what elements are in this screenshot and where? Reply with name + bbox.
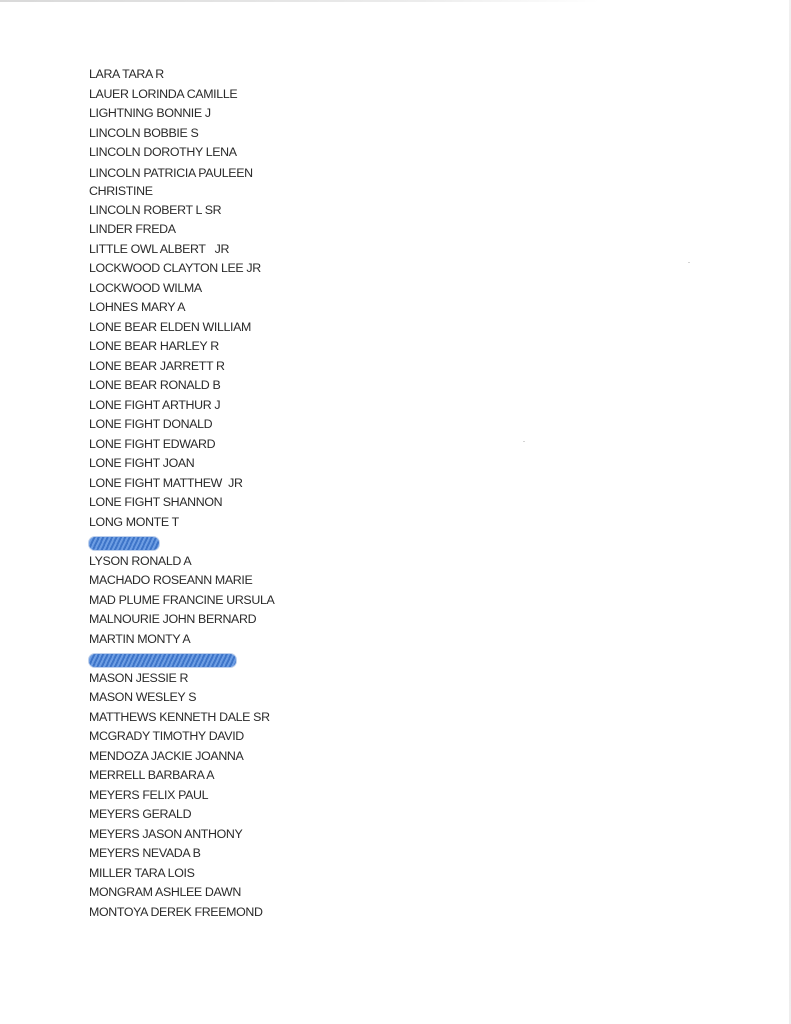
- name-list: [89, 65, 274, 922]
- name-entry: LYSON RONALD A: [89, 553, 192, 568]
- name-entry: MATTHEWS KENNETH DALE SR: [89, 709, 270, 724]
- name-entry: LAUER LORINDA CAMILLE: [89, 86, 238, 101]
- name-entry: MILLER TARA LOIS: [89, 865, 195, 880]
- name-entry: LINCOLN BOBBIE S: [89, 125, 199, 140]
- name-entry: MASON JESSIE R: [89, 670, 189, 685]
- name-entry: LOHNES MARY A: [89, 300, 186, 314]
- name-entry: LARA TARA R: [89, 67, 164, 81]
- name-entry: MALNOURIE JOHN BERNARD: [89, 612, 257, 626]
- name-entry: LONG MONTE T: [89, 514, 179, 529]
- name-entry: LINCOLN DOROTHY LENA: [89, 145, 237, 159]
- name-entry: LONE BEAR HARLEY R: [89, 339, 219, 353]
- redaction-scribble: [89, 654, 236, 667]
- redacted-entry: [89, 532, 274, 552]
- name-entry: MEYERS JASON ANTHONY: [89, 826, 243, 841]
- redacted-entry: [89, 649, 274, 669]
- name-entry: LONE FIGHT SHANNON: [89, 495, 223, 509]
- name-entry: LIGHTNING BONNIE J: [89, 106, 211, 120]
- name-entry: MEYERS GERALD: [89, 807, 192, 821]
- name-entry: MONTOYA DEREK FREEMOND: [89, 904, 263, 919]
- name-entry: LOCKWOOD CLAYTON LEE JR: [89, 261, 261, 275]
- name-entry: LONE BEAR ELDEN WILLIAM: [89, 319, 252, 334]
- name-entry: MENDOZA JACKIE JOANNA: [89, 748, 244, 763]
- name-entry: MONGRAM ASHLEE DAWN: [89, 885, 241, 899]
- name-entry: LINCOLN PATRICIA PAULEEN CHRISTINE: [89, 165, 253, 198]
- name-entry: LITTLE OWL ALBERT JR: [89, 241, 230, 256]
- scan-speck: [688, 262, 690, 263]
- name-entry: MEYERS FELIX PAUL: [89, 787, 209, 802]
- name-entry: LOCKWOOD WILMA: [89, 280, 202, 295]
- name-entry: MCGRADY TIMOTHY DAVID: [89, 729, 244, 743]
- name-entry: MAD PLUME FRANCINE URSULA: [89, 592, 275, 607]
- name-entry: LONE FIGHT JOAN: [89, 456, 195, 470]
- name-entry: MERRELL BARBARA A: [89, 768, 215, 782]
- name-entry: LINDER FREDA: [89, 222, 176, 236]
- name-entry: LONE FIGHT EDWARD: [89, 436, 216, 451]
- name-entry: LONE BEAR RONALD B: [89, 378, 221, 392]
- name-entry: LONE FIGHT ARTHUR J: [89, 397, 221, 412]
- name-entry: MACHADO ROSEANN MARIE: [89, 573, 253, 587]
- scan-speck: [523, 441, 525, 442]
- name-entry: LINCOLN ROBERT L SR: [89, 202, 222, 217]
- name-entry: MASON WESLEY S: [89, 690, 197, 704]
- name-entry: MARTIN MONTY A: [89, 631, 191, 646]
- name-entry: MEYERS NEVADA B: [89, 846, 201, 860]
- name-entry: LONE BEAR JARRETT R: [89, 358, 225, 373]
- name-entry: LONE FIGHT MATTHEW JR: [89, 475, 243, 490]
- scan-top-edge: [0, 0, 600, 2]
- name-entry: LONE FIGHT DONALD: [89, 417, 213, 431]
- redaction-scribble: [89, 537, 159, 550]
